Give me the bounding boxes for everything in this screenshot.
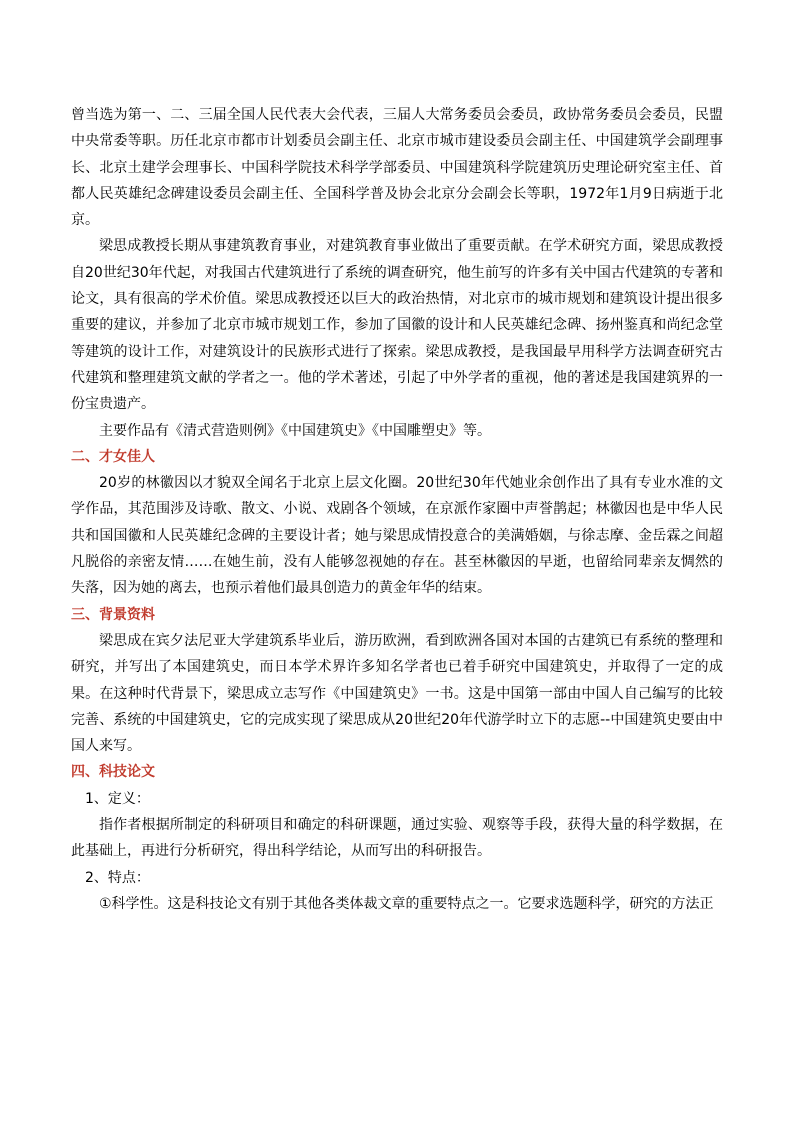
paragraph-career: 曾当选为第一、二、三届全国人民代表大会代表，三届人大常务委员会委员，政协常务委员会委员，民盟中央常委等职。历任北京市都市计划委员会副主任、北京市城市建设委员会副主任、中国建筑学会副理事长、北京土建学会理事长、中国科学院技术科学学部委员、中国建筑科学院建筑历史理论研究室主任、首都人民英雄纪念碑建设委员会副主任、全国科学普及协会北京分会副会长等职，1972年1月9日病逝于北京。 [71,107,723,229]
paragraph-background: 梁思成在宾夕法尼亚大学建筑系毕业后，游历欧洲，看到欧洲各国对本国的古建筑已有系统的整理和研究，并写出了本国建筑史，而日本学术界许多知名学者也已着手研究中国建筑史，并取得了一定的成果。在这种时代背景下，梁思成立志写作《中国建筑史》一书。这是中国第一部由中国人自己编写的比较完善、系统的中国建筑史，它的完成实现了梁思成从20世纪20年代游学时立下的志愿--中国建筑史要由中国人来写。 [71,632,723,755]
paragraph-lin-huiyin: 20岁的林徽因以才貌双全闻名于北京上层文化圈。20世纪30年代她业余创作出了具有专业水准的文学作品，其范围涉及诗歌、散文、小说、戏剧各个领域，在京派作家圈中声誉鹊起；林徽因也是中华人民共和国国徽和人民英雄纪念碑的主要设计者；她与梁思成情投意合的美满婚姻，与徐志摩、金岳霖之间超凡脱俗的亲密友情……在她生前，没有人能够忽视她的存在。甚至林徽因的早逝，也留给同辈亲友惆然的失落，因为她的离去，也预示着他们最具创造力的黄金年华的结束。 [71,475,723,597]
document-page [71,102,723,917]
section-heading-background: 三、背景资料 [71,606,155,623]
subheading-features: 2、特点： [85,869,150,886]
section-heading-sci-paper: 四、科技论文 [71,764,155,781]
paragraph-feature-scientific: ①科学性。这是科技论文有别于其他各类体裁文章的重要特点之一。它要求选题科学，研究的方法正 [99,895,714,912]
section-heading-talented-woman: 二、才女佳人 [71,448,155,465]
paragraph-works: 主要作品有《清式营造则例》《中国建筑史》《中国雕塑史》等。 [99,422,491,439]
paragraph-definition: 指作者根据所制定的科研项目和确定的科研课题，通过实验、观察等手段，获得大量的科学数据，在此基础上，再进行分析研究，得出科学结论，从而写出的科研报告。 [71,817,723,860]
paragraph-contributions: 梁思成教授长期从事建筑教育事业，对建筑教育事业做出了重要贡献。在学术研究方面，梁思成教授自20世纪30年代起，对我国古代建筑进行了系统的调查研究，他生前写的许多有关中国古代建筑的专著和论文，具有很高的学术价值。梁思成教授还以巨大的政治热情，对北京市的城市规划和建筑设计提出很多重要的建议，并参加了北京市城市规划工作，参加了国徽的设计和人民英雄纪念碑、扬州鉴真和尚纪念堂等建筑的设计工作，对建筑设计的民族形式进行了探索。梁思成教授，是我国最早用科学方法调查研究古代建筑和整理建筑文献的学者之一。他的学术著述，引起了中外学者的重视，他的著述是我国建筑界的一份宝贵遗产。 [71,238,723,413]
subheading-definition: 1、定义： [85,790,150,807]
